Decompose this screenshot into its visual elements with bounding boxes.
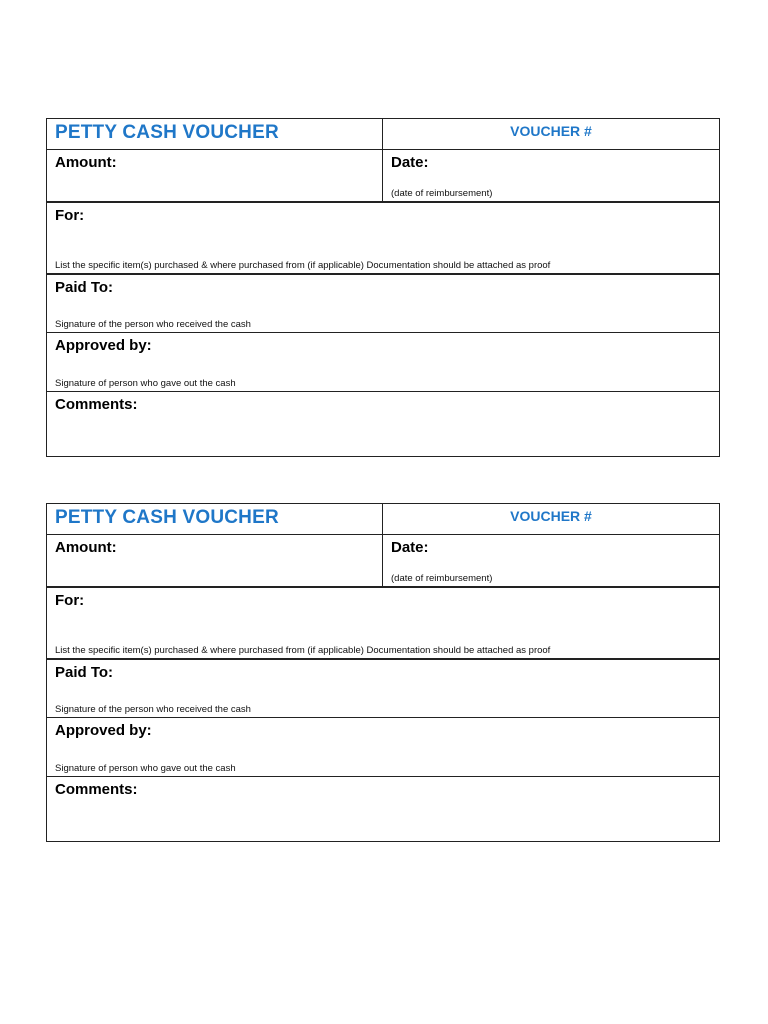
for-note: List the specific item(s) purchased & where purchased from (if applicable) Documentation should be attached as proof	[55, 645, 551, 656]
approved-by-field[interactable]	[47, 332, 719, 391]
amount-date-row	[47, 534, 719, 586]
approved-by-note: Signature of person who gave out the cash	[55, 763, 236, 774]
amount-date-row	[47, 149, 719, 201]
approved-by-label: Approved by:	[55, 337, 152, 354]
for-field[interactable]	[47, 586, 719, 658]
for-note: List the specific item(s) purchased & where purchased from (if applicable) Documentation should be attached as proof	[55, 260, 551, 271]
amount-field[interactable]	[47, 535, 383, 586]
amount-label: Amount:	[55, 154, 117, 171]
comments-label: Comments:	[55, 781, 138, 798]
paid-to-label: Paid To:	[55, 664, 114, 681]
voucher-title: PETTY CASH VOUCHER	[55, 507, 279, 528]
paid-to-label: Paid To:	[55, 279, 114, 296]
amount-label: Amount:	[55, 539, 117, 556]
paid-to-note: Signature of the person who received the cash	[55, 319, 251, 330]
voucher-number-cell[interactable]	[383, 504, 719, 534]
petty-cash-voucher-1	[46, 118, 720, 457]
for-label: For:	[55, 592, 85, 609]
date-note: (date of reimbursement)	[391, 573, 493, 584]
date-label: Date:	[391, 539, 429, 556]
title-cell	[47, 119, 383, 149]
voucher-number-label: VOUCHER #	[510, 508, 592, 524]
paid-to-note: Signature of the person who received the cash	[55, 704, 251, 715]
date-field[interactable]	[383, 535, 719, 586]
paid-to-field[interactable]	[47, 273, 719, 332]
approved-by-field[interactable]	[47, 717, 719, 776]
comments-field[interactable]	[47, 776, 719, 841]
title-cell	[47, 504, 383, 534]
petty-cash-voucher-2	[46, 503, 720, 842]
voucher-number-cell[interactable]	[383, 119, 719, 149]
amount-field[interactable]	[47, 150, 383, 201]
approved-by-label: Approved by:	[55, 722, 152, 739]
voucher-number-label: VOUCHER #	[510, 123, 592, 139]
voucher-header-row	[47, 504, 719, 534]
paid-to-field[interactable]	[47, 658, 719, 717]
for-field[interactable]	[47, 201, 719, 273]
voucher-title: PETTY CASH VOUCHER	[55, 122, 279, 143]
date-label: Date:	[391, 154, 429, 171]
for-label: For:	[55, 207, 85, 224]
comments-field[interactable]	[47, 391, 719, 456]
date-field[interactable]	[383, 150, 719, 201]
comments-label: Comments:	[55, 396, 138, 413]
date-note: (date of reimbursement)	[391, 188, 493, 199]
approved-by-note: Signature of person who gave out the cash	[55, 378, 236, 389]
voucher-header-row	[47, 119, 719, 149]
